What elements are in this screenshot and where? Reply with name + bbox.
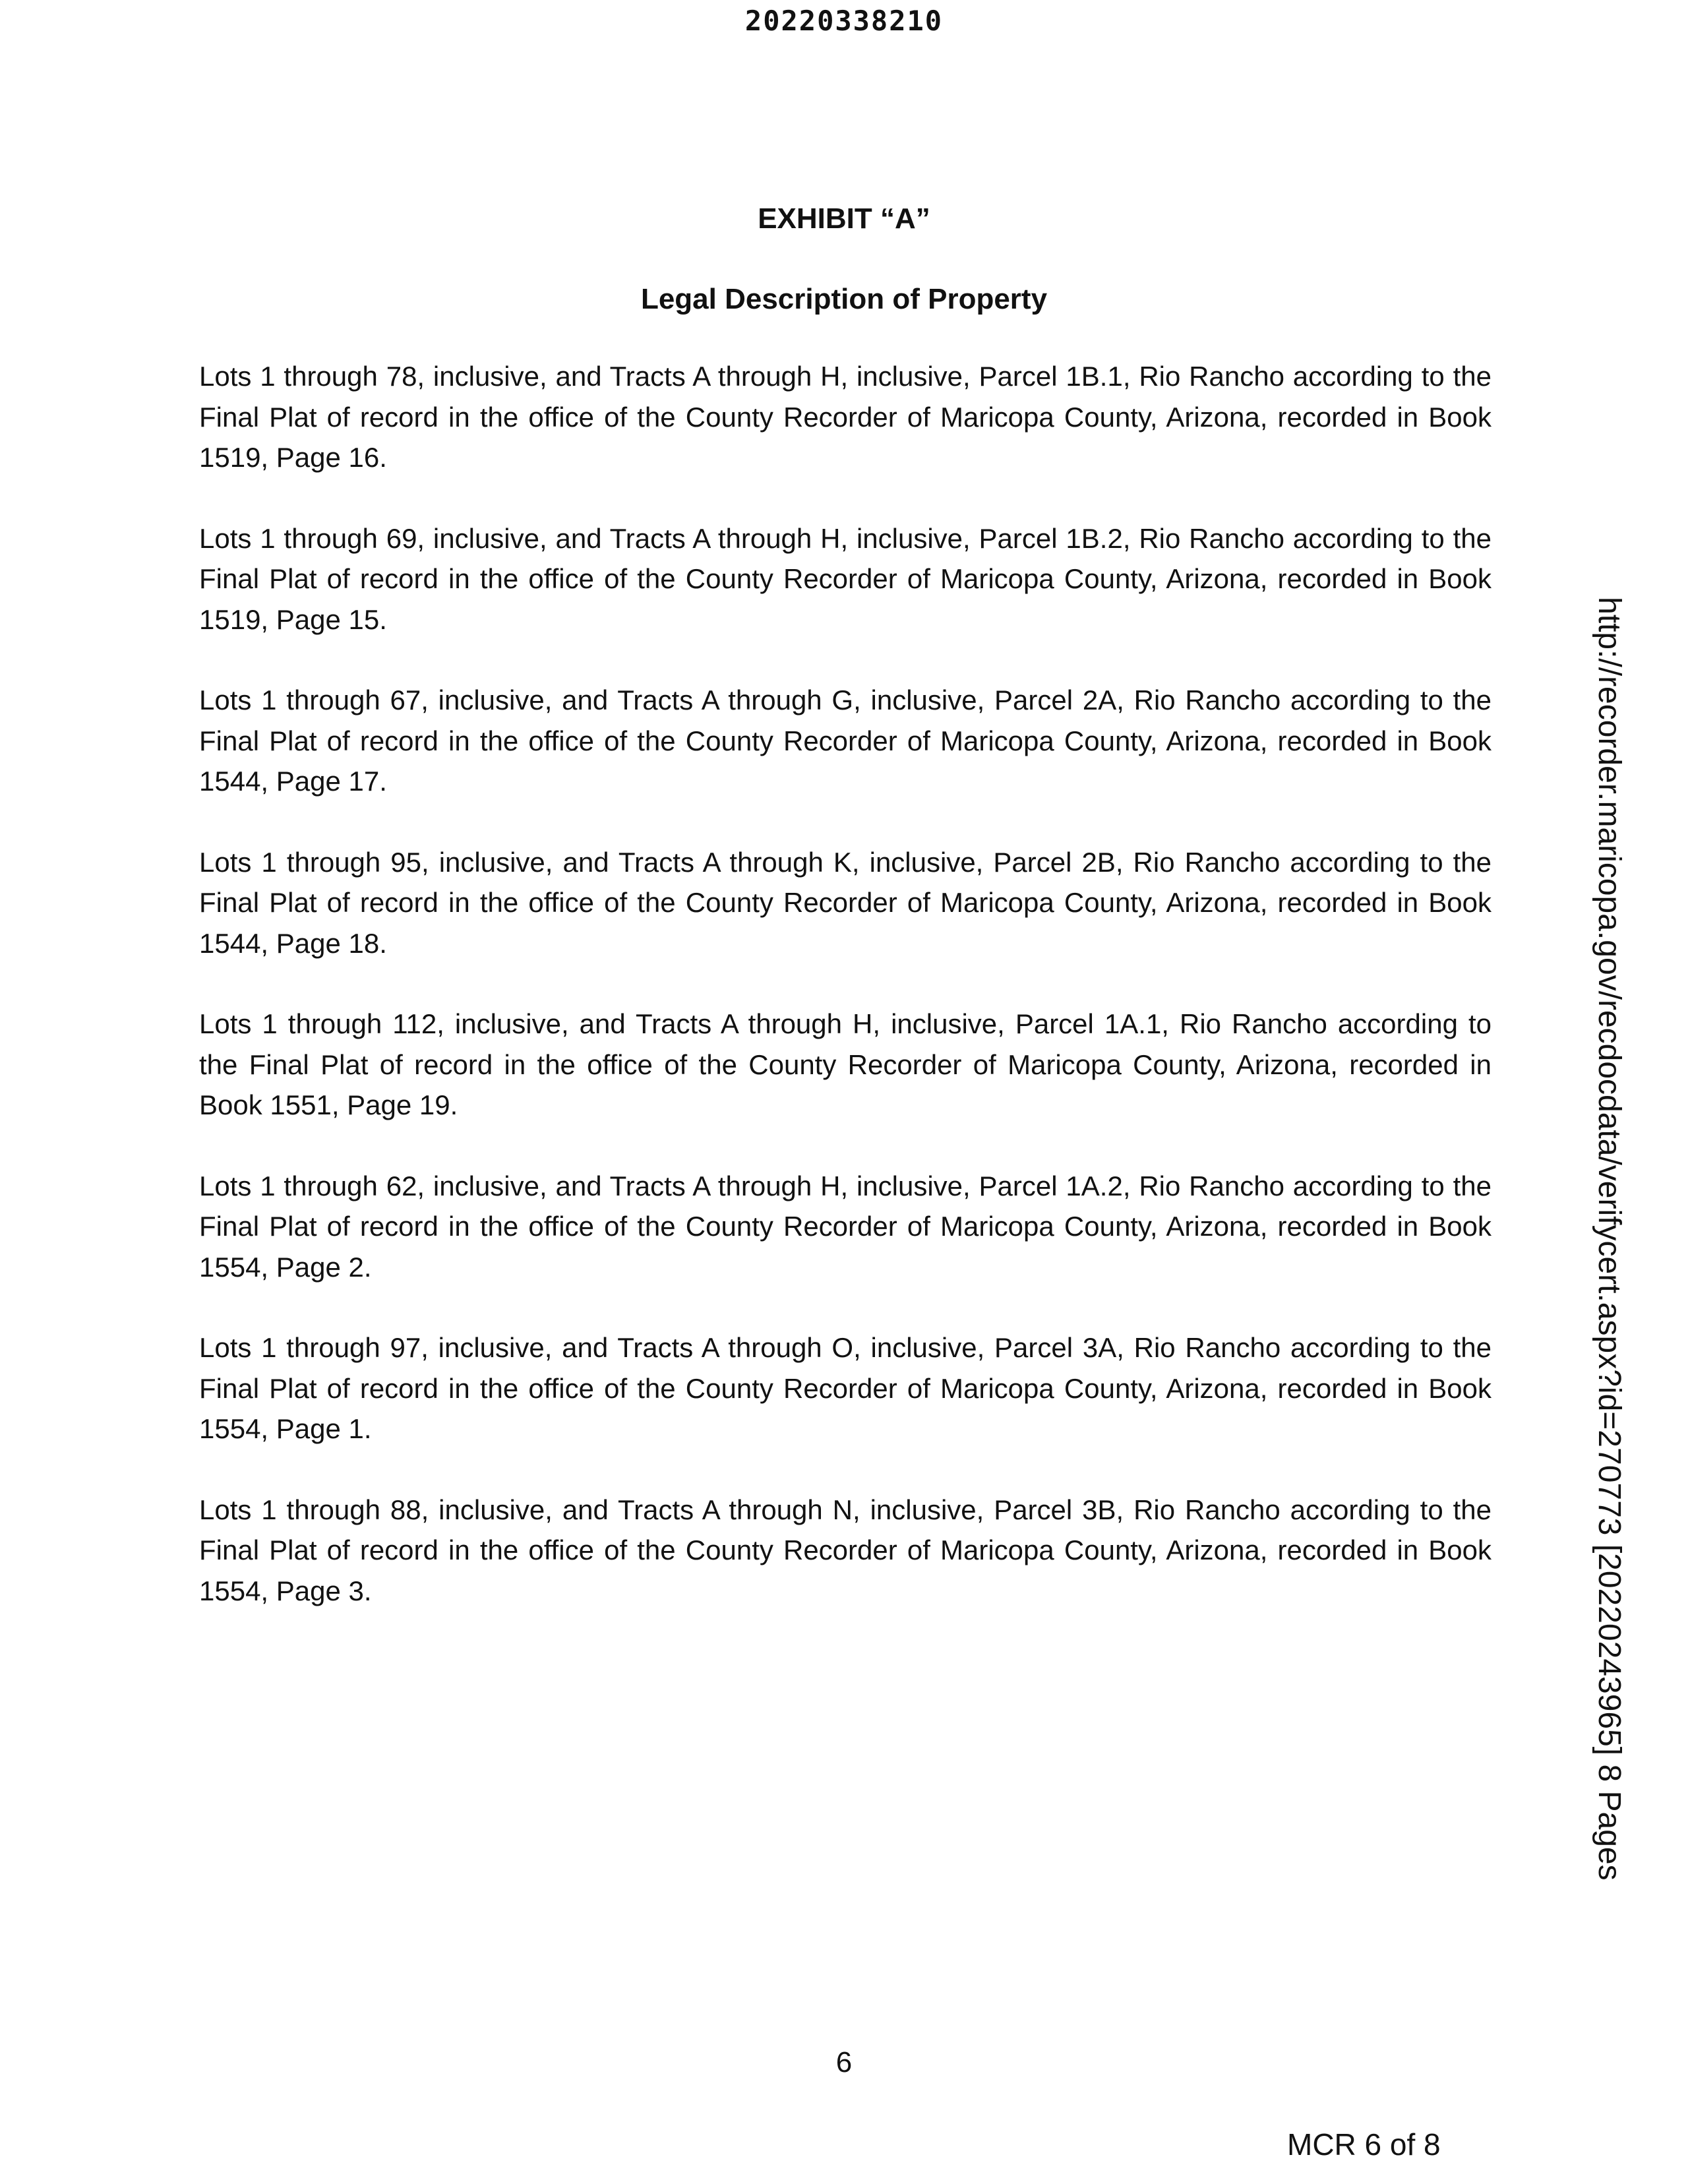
legal-description-paragraph: Lots 1 through 88, inclusive, and Tracts A through N, inclusive, Parcel 3B, Rio Rancho according to the Final Plat of record in the office of the County Recorder of Maricopa County, Arizona, recorded in Book 1554, Page 3. — [199, 1494, 1492, 1606]
document-number: 20220338210 — [744, 5, 944, 37]
legal-description-paragraph: Lots 1 through 95, inclusive, and Tracts A through K, inclusive, Parcel 2B, Rio Rancho according to the Final Plat of record in the office of the County Recorder of Maricopa County, Arizona, recorded in Book 1544, Page 18. — [199, 846, 1492, 959]
legal-description-paragraph: Lots 1 through 67, inclusive, and Tracts A through G, inclusive, Parcel 2A, Rio Rancho according to the Final Plat of record in the office of the County Recorder of Maricopa County, Arizona, recorded in Book 1544, Page 17. — [199, 684, 1492, 797]
legal-description-paragraph: Lots 1 through 112, inclusive, and Tracts A through H, inclusive, Parcel 1A.1, Rio Rancho according to the Final Plat of record in the office of the County Recorder of Maricopa County, Arizona, recorded in Book 1551, Page 19. — [199, 1008, 1492, 1120]
exhibit-subtitle: Legal Description of Property — [640, 283, 1048, 315]
legal-description-body — [199, 356, 1492, 1651]
page-number: 6 — [835, 2046, 853, 2078]
legal-description-paragraph: Lots 1 through 69, inclusive, and Tracts A through H, inclusive, Parcel 1B.2, Rio Rancho according to the Final Plat of record in the office of the County Recorder of Maricopa County, Arizona, recorded in Book 1519, Page 15. — [199, 522, 1492, 635]
legal-description-paragraph: Lots 1 through 78, inclusive, and Tracts A through H, inclusive, Parcel 1B.1, Rio Rancho according to the Final Plat of record in the office of the County Recorder of Maricopa County, Arizona, recorded in Book 1519, Page 16. — [199, 361, 1492, 473]
exhibit-title: EXHIBIT “A” — [758, 202, 930, 235]
legal-description-paragraph: Lots 1 through 97, inclusive, and Tracts A through O, inclusive, Parcel 3A, Rio Rancho according to the Final Plat of record in the office of the County Recorder of Maricopa County, Arizona, recorded in Book 1554, Page 1. — [199, 1332, 1492, 1444]
verification-url-stamp: http://recorder.maricopa.gov/recdocdata/verifycert.aspx?id=270773 [20220243965] 8 Pages — [1592, 597, 1627, 1881]
mcr-page-label: MCR 6 of 8 — [1287, 2127, 1441, 2162]
legal-description-paragraph: Lots 1 through 62, inclusive, and Tracts A through H, inclusive, Parcel 1A.2, Rio Rancho according to the Final Plat of record in the office of the County Recorder of Maricopa County, Arizona, recorded in Book 1554, Page 2. — [199, 1170, 1492, 1283]
